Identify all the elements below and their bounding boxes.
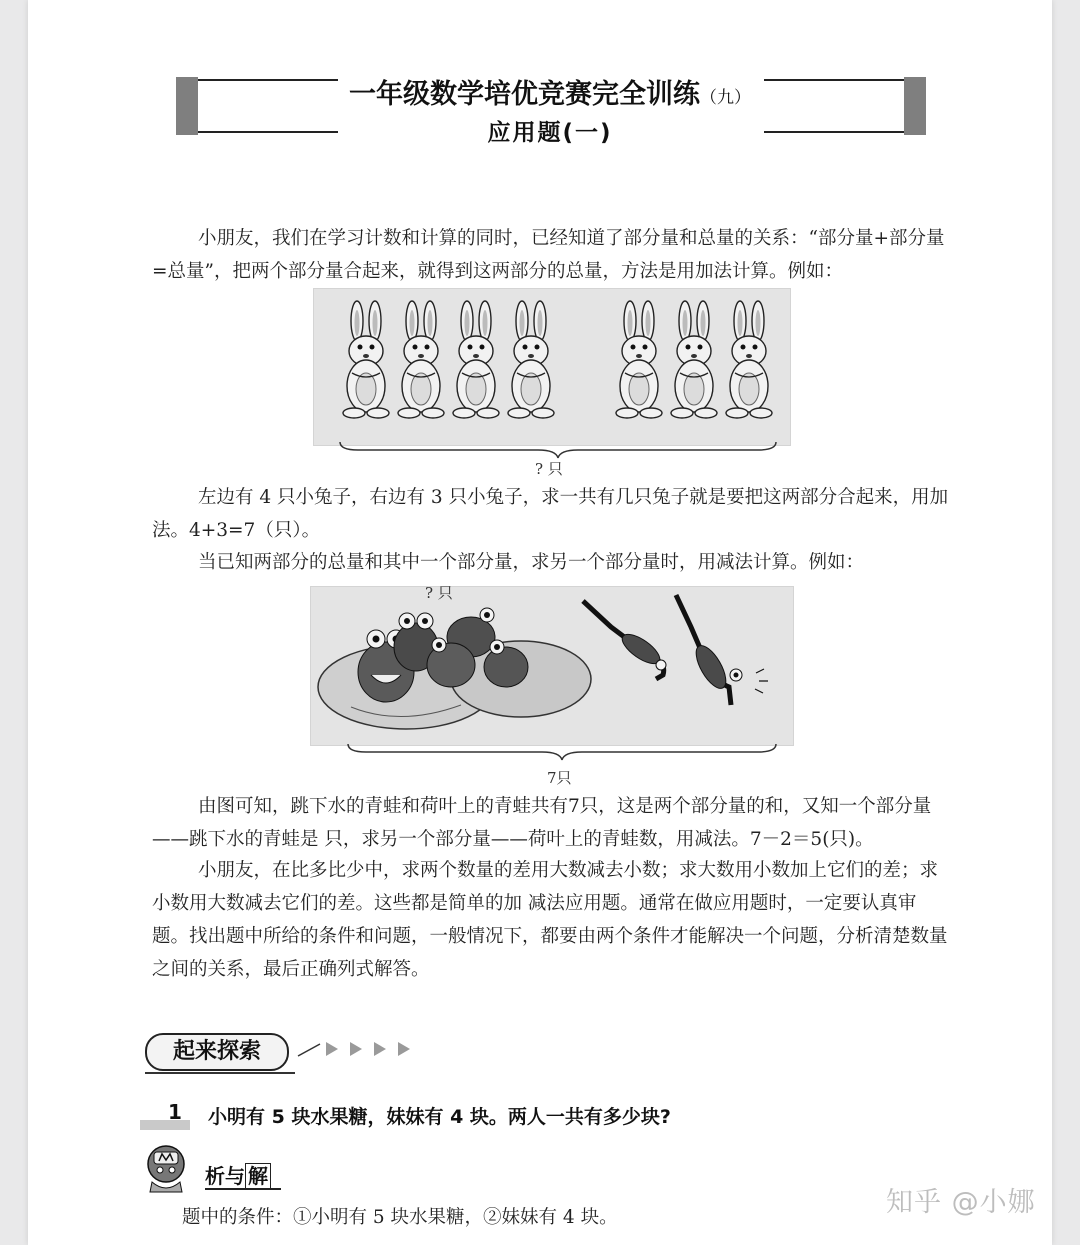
page-title-suffix: （九） bbox=[700, 88, 751, 108]
analysis-label-box: 解 bbox=[245, 1163, 271, 1188]
frog-jumping-1 bbox=[583, 601, 666, 679]
mascot-icon bbox=[144, 1142, 188, 1194]
rabbits-total-brace bbox=[338, 438, 778, 460]
question-number-bar bbox=[140, 1120, 190, 1130]
frogs-top-label: ? 只 bbox=[425, 584, 453, 602]
question-conditions: 题中的条件：①小明有 5 块水果糖，②妹妹有 4 块。 bbox=[182, 1207, 618, 1228]
intro-paragraph: 小朋友，我们在学习计数和计算的同时，已经知道了部分量和总量的关系：“部分量+部分量=总量”，把两个部分量合起来，就得到这两部分的总量，方法是用加法计算。例如： bbox=[152, 228, 945, 282]
analysis-label: 析与 解 bbox=[205, 1160, 281, 1190]
rabbit-figure bbox=[453, 301, 499, 418]
title-banner-right-decoration bbox=[760, 77, 926, 135]
page-subtitle: 应用题(一) bbox=[487, 120, 613, 146]
frogs-illustration bbox=[310, 586, 794, 746]
frogs-caption: 7只 bbox=[547, 769, 572, 787]
rabbit-figure bbox=[508, 301, 554, 418]
rabbits-explain-paragraph: 左边有 4 只小兔子，右边有 3 只小兔子，求一共有几只兔子就是要把这两部分合起来，用加法。4+3=7（只）。 bbox=[152, 487, 949, 541]
frog-jumping-2 bbox=[676, 595, 768, 705]
watermark: 知乎 @小娜 bbox=[886, 1187, 1036, 1218]
rabbit-figure bbox=[671, 301, 717, 418]
title-banner-left-decoration bbox=[176, 77, 340, 135]
rabbits-caption: ? 只 bbox=[535, 460, 563, 478]
question-number: 1 bbox=[168, 1100, 182, 1124]
section-title: 起来探索 bbox=[145, 1033, 289, 1071]
section-arrows-icon bbox=[296, 1038, 421, 1064]
rabbit-figure bbox=[343, 301, 389, 418]
frogs-explain-paragraph: 由图可知，跳下水的青蛙和荷叶上的青蛙共有7只，这是两个部分量的和，又知一个部分量——跳下水的青蛙是 只，求另一个部分量——荷叶上的青蛙数，用减法。7－2＝5(只)。 bbox=[152, 796, 932, 850]
rabbit-figure bbox=[616, 301, 662, 418]
rabbits-illustration bbox=[313, 288, 791, 446]
section-underline bbox=[145, 1072, 295, 1074]
rabbit-figure bbox=[398, 301, 444, 418]
frogs-total-brace bbox=[346, 740, 778, 762]
rabbit-figure bbox=[726, 301, 772, 418]
subtract-intro-paragraph: 当已知两部分的总量和其中一个部分量，求另一个部分量时，用减法计算。例如： bbox=[198, 552, 865, 573]
question-text: 小明有 5 块水果糖，妹妹有 4 块。两人一共有多少块? bbox=[208, 1106, 671, 1128]
compare-explain-paragraph: 小朋友，在比多比少中，求两个数量的差用大数减去小数；求大数用小数加上它们的差；求小数用大数减去它们的差。这些都是简单的加 减法应用题。通常在做应用题时，一定要认真审题。找出题中所给的条件和问题，一般情况下，都要由两个条件才能解决一个问题，分析清楚数量之间的关系，最后正确列式解答。 bbox=[152, 860, 948, 980]
page-title: 一年级数学培优竞赛完全训练（九） bbox=[349, 79, 751, 110]
